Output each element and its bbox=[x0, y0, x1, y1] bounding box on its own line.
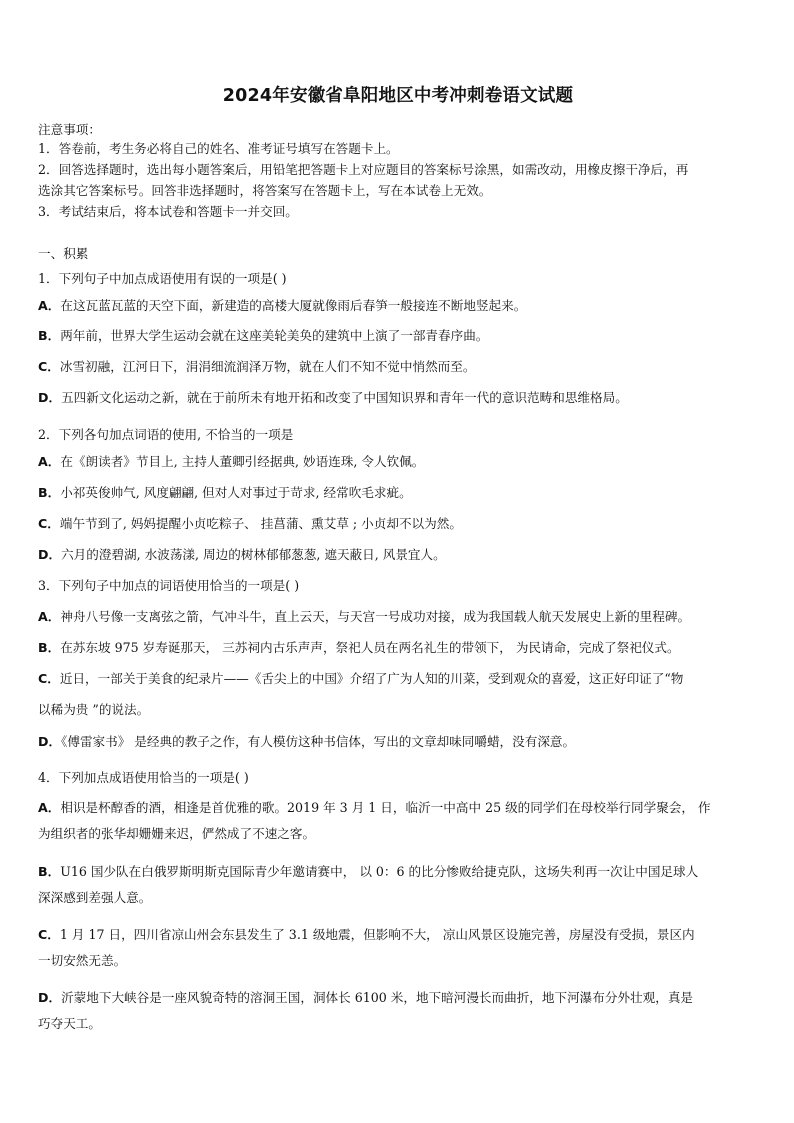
option-c bbox=[38, 516, 758, 532]
option-label: B． bbox=[38, 864, 61, 879]
option-d bbox=[38, 390, 758, 406]
question-stem: 3．下列句子中加点的词语使用恰当的一项是( ) bbox=[38, 578, 300, 593]
option-text: 神舟八号像一支离弦之箭，气冲斗牛，直上云天，与天宫一号成功对接，成为我国载人航天发展史上新的里程碑。 bbox=[60, 609, 691, 624]
option-text: 在《朗读者》节目上, 主持人董卿引经据典, 妙语连珠, 令人钦佩。 bbox=[60, 454, 425, 469]
notice-item: 3．考试结束后，将本试卷和答题卡一并交回。 bbox=[38, 204, 298, 219]
option-label: B． bbox=[38, 640, 61, 655]
option-text: 在苏东坡 975 岁寿诞那天， 三苏祠内古乐声声，祭祀人员在两名礼生的带领下， 为民请命，完成了祭祀仪式。 bbox=[60, 640, 680, 655]
option-label: D． bbox=[38, 547, 62, 562]
option-text: 六月的澄碧湖, 水波荡漾, 周边的树林郁郁葱葱, 遮天蔽日, 风景宜人。 bbox=[61, 547, 446, 562]
option-text: 在这瓦蓝瓦蓝的天空下面，新建造的高楼大厦就像雨后春笋一般接连不断地竖起来。 bbox=[60, 298, 527, 313]
option-text: 两年前，世界大学生运动会就在这座美轮美奂的建筑中上演了一部青春序曲。 bbox=[60, 328, 489, 343]
option-a-continued: 为组织者的张华却姗姗来迟，俨然成了不速之客。 bbox=[38, 826, 316, 841]
option-label: D． bbox=[38, 390, 62, 405]
option-label: C． bbox=[38, 671, 60, 686]
section-heading: 一、积累 bbox=[38, 246, 89, 261]
page-title: 2024年安徽省阜阳地区中考冲刺卷语文试题 bbox=[222, 86, 574, 106]
option-b bbox=[38, 864, 758, 880]
option-d bbox=[38, 990, 758, 1006]
option-b bbox=[38, 485, 758, 501]
option-text: 《傅雷家书》 是经典的教子之作，有人模仿这种书信体，写出的文章却味同嚼蜡，没有深意。 bbox=[61, 734, 576, 749]
option-a bbox=[38, 800, 758, 816]
option-label: C． bbox=[38, 359, 60, 374]
question-stem: 4．下列加点成语使用恰当的一项是( ) bbox=[38, 770, 249, 785]
option-c bbox=[38, 671, 758, 687]
option-label: A． bbox=[38, 454, 61, 469]
question-stem: 2．下列各句加点词语的使用, 不恰当的一项是 bbox=[38, 427, 294, 442]
option-c-continued: 以稀为贵 ”的说法。 bbox=[38, 702, 150, 717]
option-label: A． bbox=[38, 298, 61, 313]
option-d bbox=[38, 547, 758, 563]
option-text: 端午节到了, 妈妈提醒小贞吃粽子、 挂菖蒲、熏艾草 ; 小贞却不以为然。 bbox=[59, 516, 462, 531]
option-text: 冰雪初融，江河日下，涓涓细流润泽万物，就在人们不知不觉中悄然而至。 bbox=[59, 359, 476, 374]
option-text: 五四新文化运动之新，就在于前所未有地开拓和改变了中国知识界和青年一代的意识范畴和思维格局。 bbox=[61, 390, 628, 405]
question-stem: 1．下列句子中加点成语使用有误的一项是( ) bbox=[38, 271, 287, 286]
option-label: D． bbox=[38, 734, 62, 749]
option-text: 近日，一部关于美食的纪录片——《舌尖上的中国》介绍了广为人知的川菜，受到观众的喜爱，这正好印证了“物 bbox=[59, 671, 684, 686]
option-a bbox=[38, 298, 758, 314]
option-b-continued: 深深感到差强人意。 bbox=[38, 890, 152, 905]
notice-item: 1．答卷前，考生务必将自己的姓名、准考证号填写在答题卡上。 bbox=[38, 141, 399, 156]
option-a bbox=[38, 454, 758, 470]
option-label: A． bbox=[38, 800, 61, 815]
option-b bbox=[38, 640, 758, 656]
option-label: D． bbox=[38, 990, 62, 1005]
option-c-continued: 一切安然无恙。 bbox=[38, 953, 127, 968]
option-text: U16 国少队在白俄罗斯明斯克国际青少年邀请赛中， 以 0：6 的比分惨败给捷克队，这场失利再一次让中国足球人 bbox=[60, 864, 699, 879]
option-label: C． bbox=[38, 516, 60, 531]
option-label: A． bbox=[38, 609, 61, 624]
option-label: C． bbox=[38, 927, 60, 942]
option-label: B． bbox=[38, 485, 61, 500]
option-text: 小祁英俊帅气, 风度翩翩, 但对人对事过于苛求, 经常吹毛求疵。 bbox=[60, 485, 412, 500]
option-text: 1 月 17 日，四川省凉山州会东县发生了 3.1 级地震，但影响不大， 凉山风景区设施完善，房屋没有受损，景区内 bbox=[59, 927, 695, 942]
option-text: 沂蒙地下大峡谷是一座风貌奇特的溶洞王国，洞体长 6100 米，地下暗河漫长而曲折，地下河瀑布分外壮观，真是 bbox=[61, 990, 694, 1005]
option-d bbox=[38, 734, 758, 750]
option-label: B． bbox=[38, 328, 61, 343]
option-d-continued: 巧夺天工。 bbox=[38, 1016, 101, 1031]
option-c bbox=[38, 359, 758, 375]
option-b bbox=[38, 328, 758, 344]
option-c bbox=[38, 927, 758, 943]
notice-item: 2．回答选择题时，选出每小题答案后，用铅笔把答题卡上对应题目的答案标号涂黑，如需改动，用橡皮擦干净后，再 bbox=[38, 162, 689, 177]
option-a bbox=[38, 609, 758, 625]
option-text: 相识是杯醇香的酒，相逢是首优雅的歌。2019 年 3 月 1 日，临沂一中高中 25 级的同学们在母校举行同学聚会， 作 bbox=[60, 800, 711, 815]
notice-heading: 注意事项： bbox=[38, 122, 101, 137]
notice-item: 选涂其它答案标号。回答非选择题时，将答案写在答题卡上，写在本试卷上无效。 bbox=[38, 183, 492, 198]
